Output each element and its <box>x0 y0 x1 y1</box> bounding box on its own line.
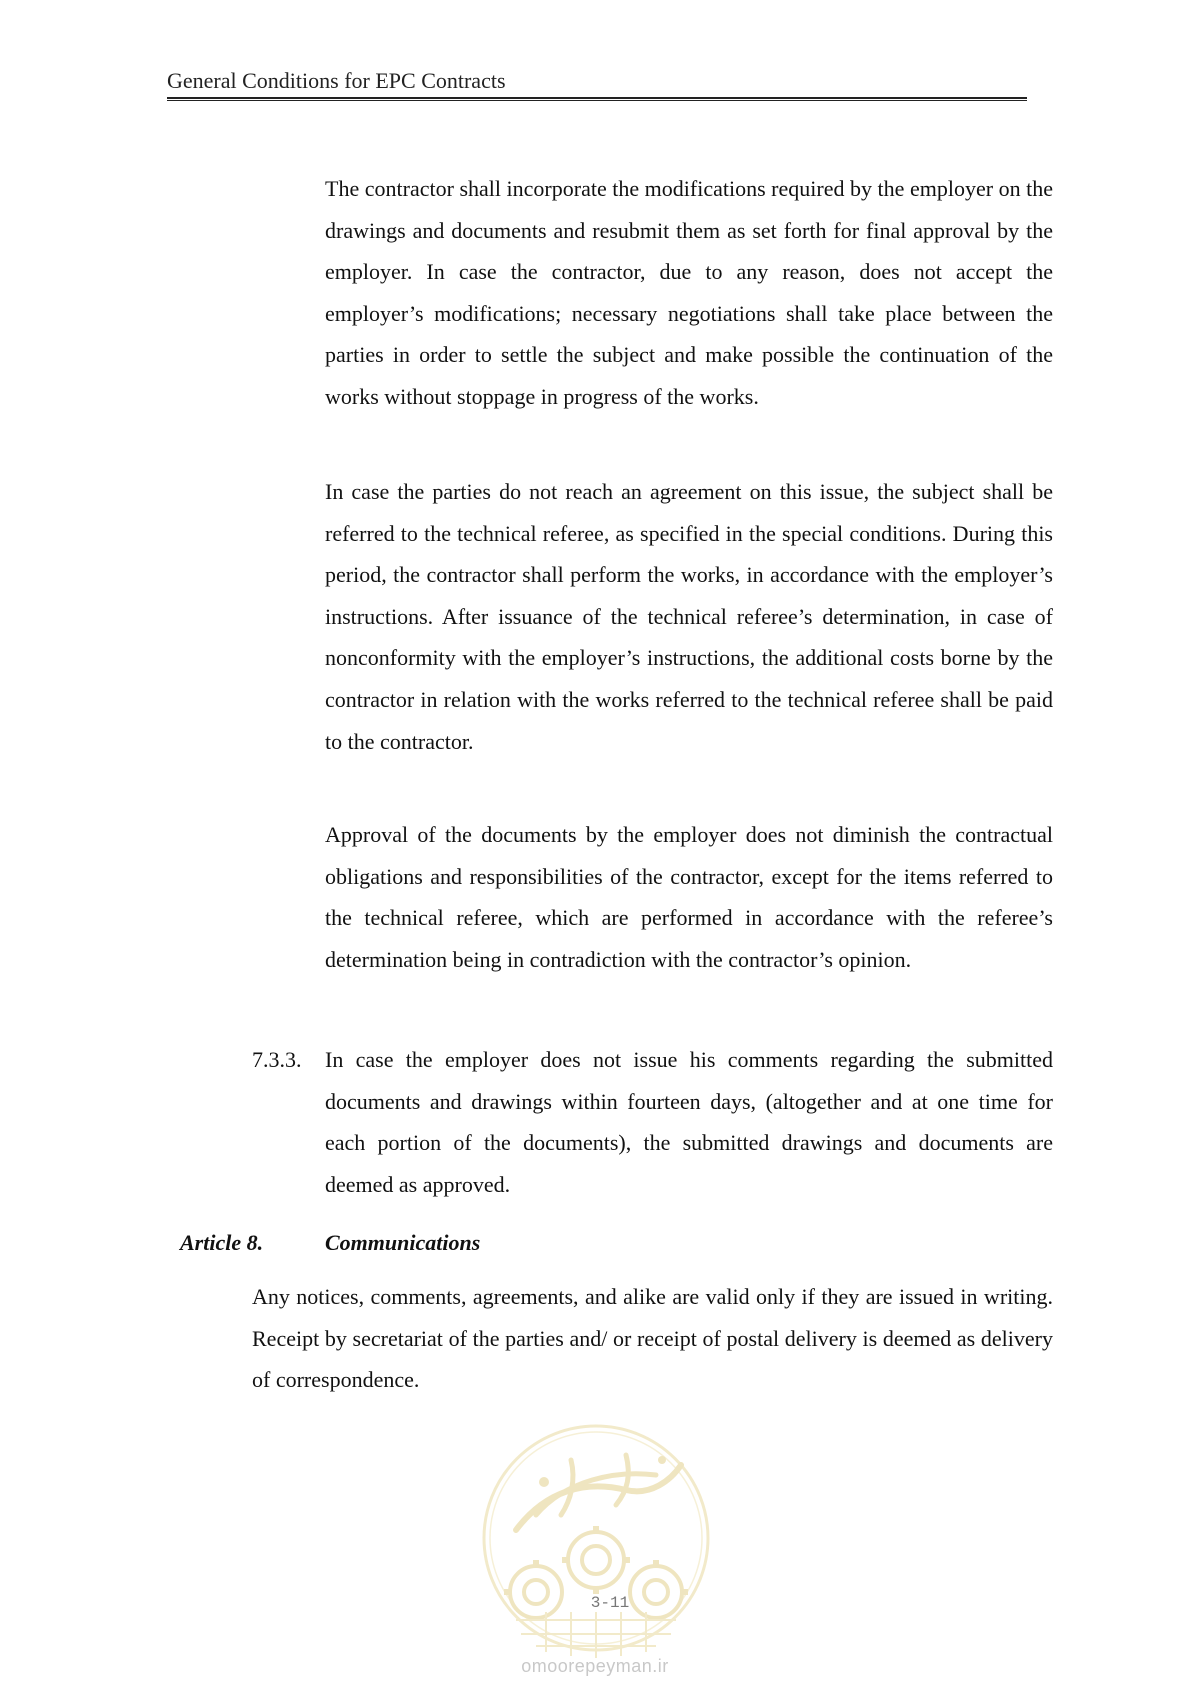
header-double-rule <box>167 97 1027 101</box>
page-header-title: General Conditions for EPC Contracts <box>167 68 506 93</box>
paragraph-approval-obligations: Approval of the documents by the employer does not diminish the contractual obligations and responsibilities of the contractor, except for the items referred to the technical referee, which are performed in accordance with the referee’s determination being in contradiction with the contractor’s opinion. <box>325 822 1053 972</box>
article-title: Communications <box>325 1230 481 1255</box>
article-number: Article 8. <box>180 1230 264 1255</box>
clause-text: In case the employer does not issue his comments regarding the submitted documents and drawings within fourteen days, (altogether and at one time for each portion of the documents), the submitted drawings and documents are deemed as approved. <box>325 1047 1053 1197</box>
paragraph-communications: Any notices, comments, agreements, and alike are valid only if they are issued in writing. Receipt by secretariat of the parties and/ or receipt of postal delivery is deemed as delivery of correspondence. <box>252 1284 1053 1393</box>
page-number: 3-11 <box>590 1594 630 1612</box>
watermark-caption: omoorepeyman.ir <box>521 1656 669 1676</box>
clause-number: 7.3.3. <box>252 1047 302 1072</box>
paragraph-technical-referee: In case the parties do not reach an agreement on this issue, the subject shall be referred to the technical referee, as specified in the special conditions. During this period, the contractor shall perform the works, in accordance with the employer’s instructions. After issuance of the technical referee’s determination, in case of nonconformity with the employer’s instructions, the additional costs borne by the contractor in relation with the works referred to the technical referee shall be paid to the contractor. <box>325 479 1053 754</box>
paragraph-modifications: The contractor shall incorporate the modifications required by the employer on the drawings and documents and resubmit them as set forth for final approval by the employer. In case the contractor, due to any reason, does not accept the employer’s modifications; necessary negotiations shall take place between the parties in order to settle the subject and make possible the continuation of the works without stoppage in progress of the works. <box>325 176 1053 409</box>
watermark-logo-icon <box>476 1420 716 1670</box>
